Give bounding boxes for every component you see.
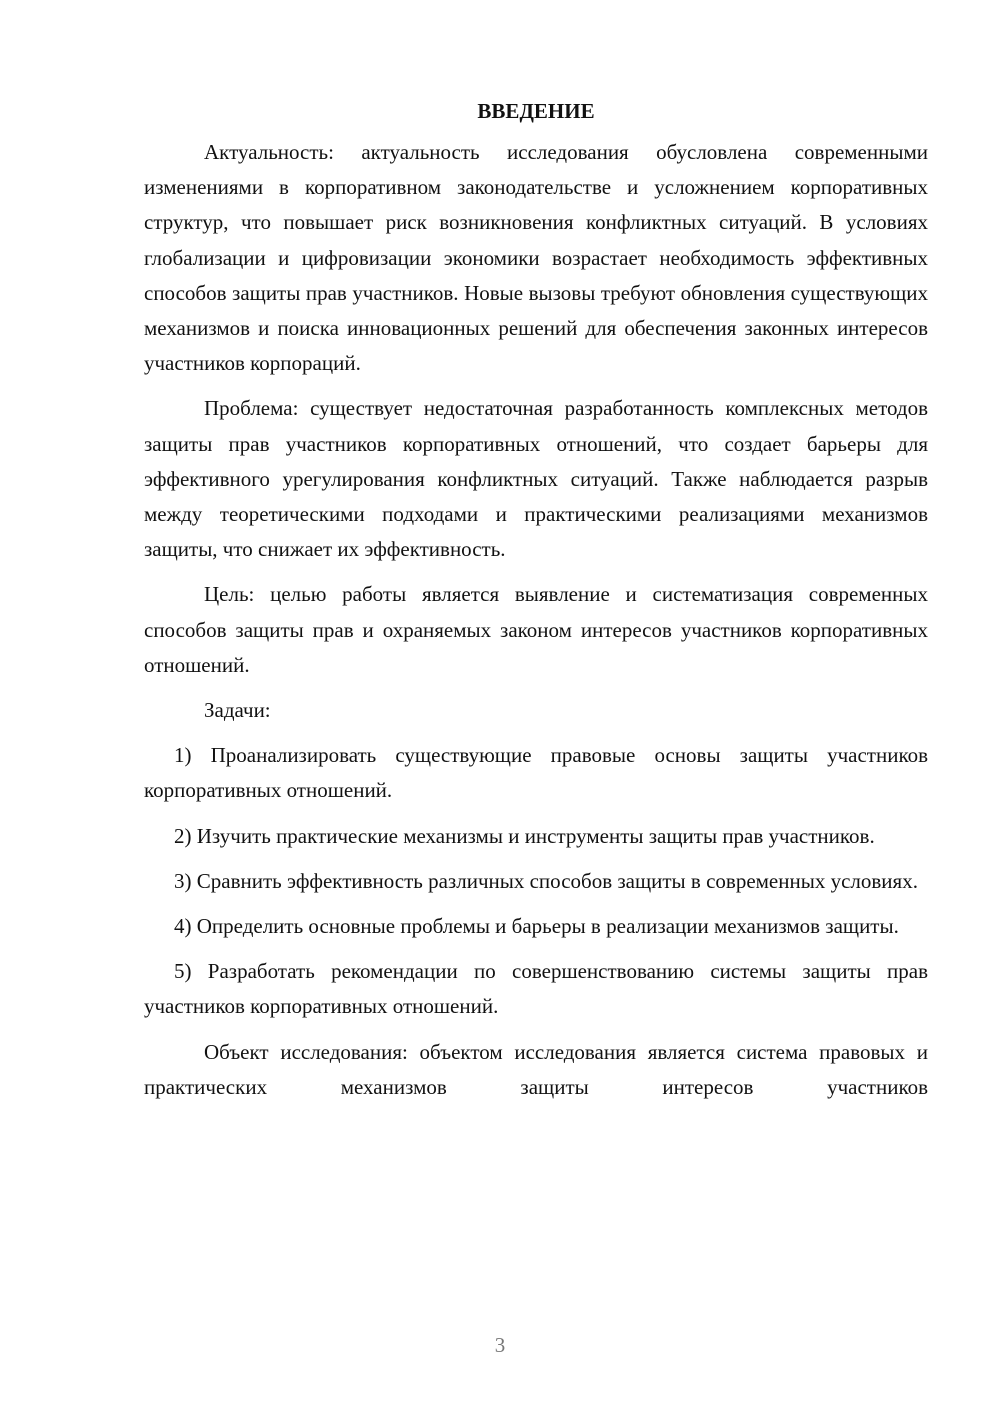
task-item: 1) Проанализировать существующие правовые основы защиты участников корпоративных отношений. (144, 743, 928, 803)
goal-paragraph: Цель: целью работы является выявление и систематизация современных способов защиты прав и охраняемых законом интересов участников корпоративных отношений. (144, 582, 928, 677)
task-item: 2) Изучить практические механизмы и инструменты защиты прав участников. (174, 823, 875, 848)
problem-paragraph: Проблема: существует недостаточная разработанность комплексных методов защиты прав участников корпоративных отношений, что создает барьеры для эффективного урегулирования конфликтных ситуаций. Также наблюдается разрыв между теоретическими подходами и практическими реализациями механизмов защиты, что снижает их эффективность. (144, 396, 928, 562)
task-item: 3) Сравнить эффективность различных способов защиты в современных условиях. (174, 868, 918, 893)
page-number: 3 (494, 1333, 506, 1357)
object-paragraph: Объект исследования: объектом исследования является система правовых и практических механизмов защиты интересов участников (144, 1039, 928, 1099)
page-body (144, 95, 928, 1105)
tasks-heading: Задачи: (204, 698, 271, 723)
task-item: 5) Разработать рекомендации по совершенствованию системы защиты прав участников корпоративных отношений. (144, 959, 928, 1019)
relevance-paragraph: Актуальность: актуальность исследования обусловлена современными изменениями в корпоративном законодательстве и усложнением корпоративных структур, что повышает риск возникновения конфликтных ситуаций. В условиях глобализации и цифровизации экономики возрастает необходимость эффективных способов защиты прав участников. Новые вызовы требуют обновления существующих механизмов и поиска инновационных решений для обеспечения законных интересов участников корпораций. (144, 140, 928, 376)
page-title: ВВЕДЕНИЕ (477, 99, 595, 123)
task-item: 4) Определить основные проблемы и барьеры в реализации механизмов защиты. (174, 914, 899, 939)
